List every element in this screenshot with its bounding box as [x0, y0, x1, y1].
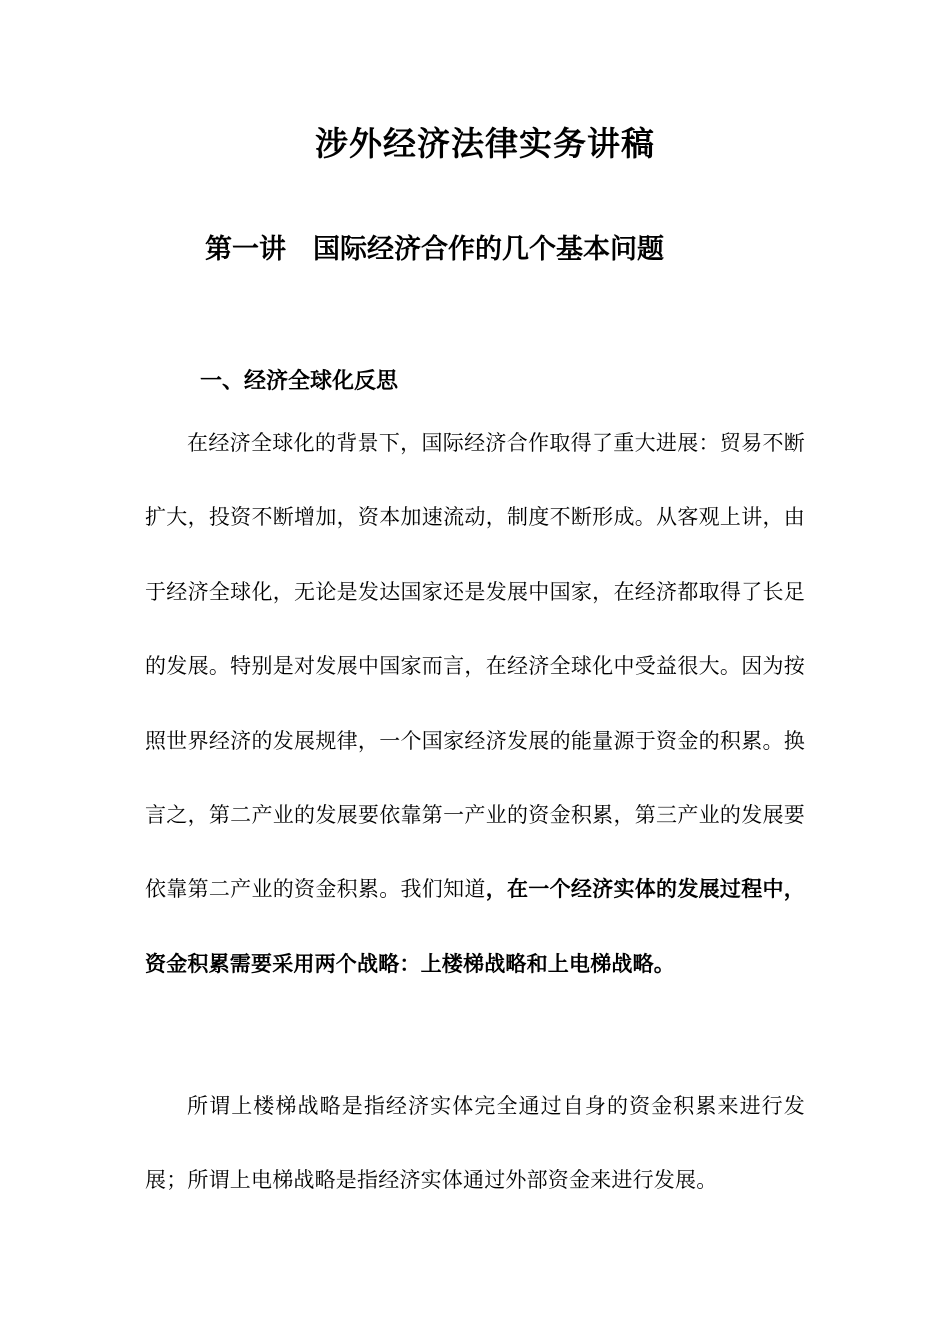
body-paragraph-2: 所谓上楼梯战略是指经济实体完全通过自身的资金积累来进行发展；所谓上电梯战略是指经济实体通过外部资金来进行发展。 [145, 1094, 805, 1193]
paragraph-text: 在经济全球化的背景下，国际经济合作取得了重大进展：贸易不断扩大，投资不断增加，资本加速流动，制度不断形成。从客观上讲，由于经济全球化，无论是发达国家还是发展中国家，在经济都取得了长足的发展。特别是对发展中国家而言，在经济全球化中受益很大。因为按照世界经济的发展规律，一个国家经济发展的能量源于资金的积累。换言之，第二产业的发展要依靠第一产业的资金积累，第三产业的发展要依靠第二产业的资金积累。我们知道 [145, 431, 805, 902]
body-paragraph [145, 406, 805, 1001]
document-title: 涉外经济法律实务讲稿 [315, 124, 655, 163]
section-heading: 一、经济全球化反思 [200, 369, 399, 394]
lecture-title: 第一讲 国际经济合作的几个基本问题 [205, 234, 664, 265]
paragraph-emphasis-text: ，在一个经济实体的发展过程中，资金积累需要采用两个战略：上楼梯战略和上电梯战略。 [145, 877, 806, 976]
